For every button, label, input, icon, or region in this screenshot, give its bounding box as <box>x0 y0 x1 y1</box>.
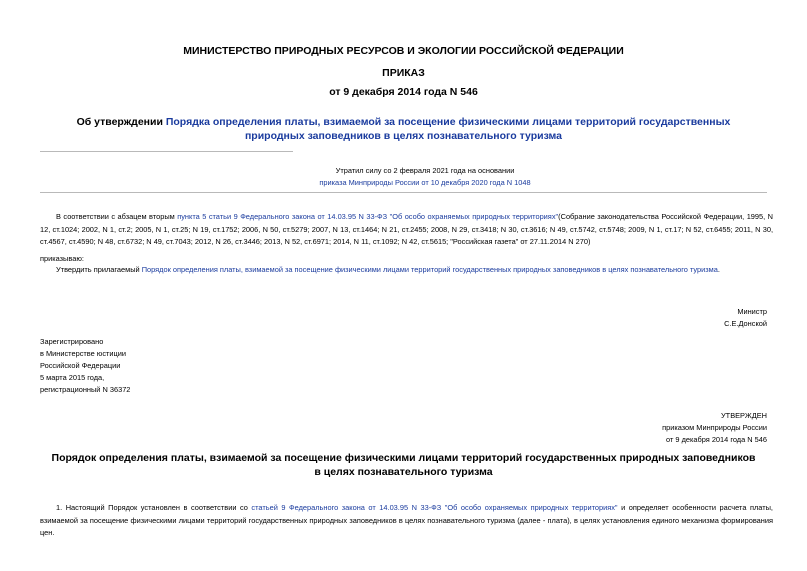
doc-type-heading: ПРИКАЗ <box>382 67 425 79</box>
order-label: приказываю: <box>40 254 84 263</box>
procedure-law-link[interactable]: статьей 9 Федерального закона от 14.03.95 N 33-ФЗ "Об особо охраняемых природных территориях" <box>251 503 618 512</box>
document-title <box>48 115 759 143</box>
preamble-text-start: В соответствии с абзацем вторым <box>56 212 178 221</box>
signature-name: С.Е.Донской <box>724 319 767 328</box>
doc-date-number: от 9 декабря 2014 года N 546 <box>329 86 478 98</box>
procedure-text-end: и определяет особенности расчета платы, взимаемой за посещение физическими лицами территорий государственных природных заповедников в целях познавательного туризма (далее - плата), в целях установления единого механизма формирования цен. <box>40 503 773 537</box>
approved-block <box>567 410 767 446</box>
status-link[interactable]: приказа Минприроды России от 10 декабря 2020 года N 1048 <box>319 178 531 187</box>
procedure-title: Порядок определения платы, взимаемой за посещение физическими лицами территорий государственных природных заповедников в целях познавательного туризма <box>51 452 756 478</box>
signature-role: Министр <box>737 307 767 316</box>
registration-line: Зарегистрировано <box>40 337 104 346</box>
title-divider <box>40 151 293 152</box>
order-paragraph <box>40 264 773 277</box>
approved-line: приказом Минприроды России <box>662 423 767 432</box>
approved-line: УТВЕРЖДЕН <box>720 411 767 420</box>
status-line: Утратил силу со 2 февраля 2021 года на основании <box>335 166 515 175</box>
title-link[interactable]: Порядка определения платы, взимаемой за посещение физическими лицами территорий государственных природных заповедников в целях познавательного туризма <box>165 116 731 142</box>
order-procedure-link[interactable]: Порядок определения платы, взимаемой за посещение физическими лицами территорий государственных природных заповедников в целях познавательного туризма <box>141 265 718 274</box>
registration-line: Российской Федерации <box>40 361 121 370</box>
ministry-heading: МИНИСТЕРСТВО ПРИРОДНЫХ РЕСУРСОВ И ЭКОЛОГИИ РОССИЙСКОЙ ФЕДЕРАЦИИ <box>183 45 624 57</box>
registration-block <box>40 336 240 396</box>
title-prefix: Об утверждении <box>76 116 166 128</box>
preamble-text-end: (Собрание законодательства Российской Федерации, 1995, N 12, ст.1024; 2002, N 1, ст.2; 2005, N 1, ст.25; N 19, ст.1752; 2006, N 50, ст.5279; 2007, N 13, ст.1464; N 21, ст.2455; 2008, N 29, ст.3418; N 30, ст.3616; N 49, ст.5742, ст.5748; 2009, N 1, ст.17; N 52, ст.6455; 2011, N 30, ст.4567, ст.4590; N 48, ст.6732; N 49, ст.7043; 2012, N 26, ст.3446; 2013, N 52, ст.6971; 2014, N 11, ст.1092; N 42, ст.5615; "Российская газета" от 27.11.2014 N 270) <box>40 212 774 246</box>
procedure-paragraph-1 <box>40 502 773 540</box>
signature-block <box>600 306 767 330</box>
registration-line: регистрационный N 36372 <box>40 385 131 394</box>
procedure-text-start: 1. Настоящий Порядок установлен в соответствии со <box>56 503 252 512</box>
registration-line: в Министерстве юстиции <box>40 349 127 358</box>
order-text-start: Утвердить прилагаемый <box>56 265 142 274</box>
approved-line: от 9 декабря 2014 года N 546 <box>666 435 767 444</box>
registration-line: 5 марта 2015 года, <box>40 373 105 382</box>
order-text-end: . <box>717 265 720 274</box>
preamble-law-link[interactable]: пункта 5 статьи 9 Федерального закона от 14.03.95 N 33-ФЗ "Об особо охраняемых природных территориях" <box>177 212 559 221</box>
preamble-paragraph <box>40 211 773 249</box>
status-divider <box>40 192 767 193</box>
status-note <box>240 165 610 189</box>
